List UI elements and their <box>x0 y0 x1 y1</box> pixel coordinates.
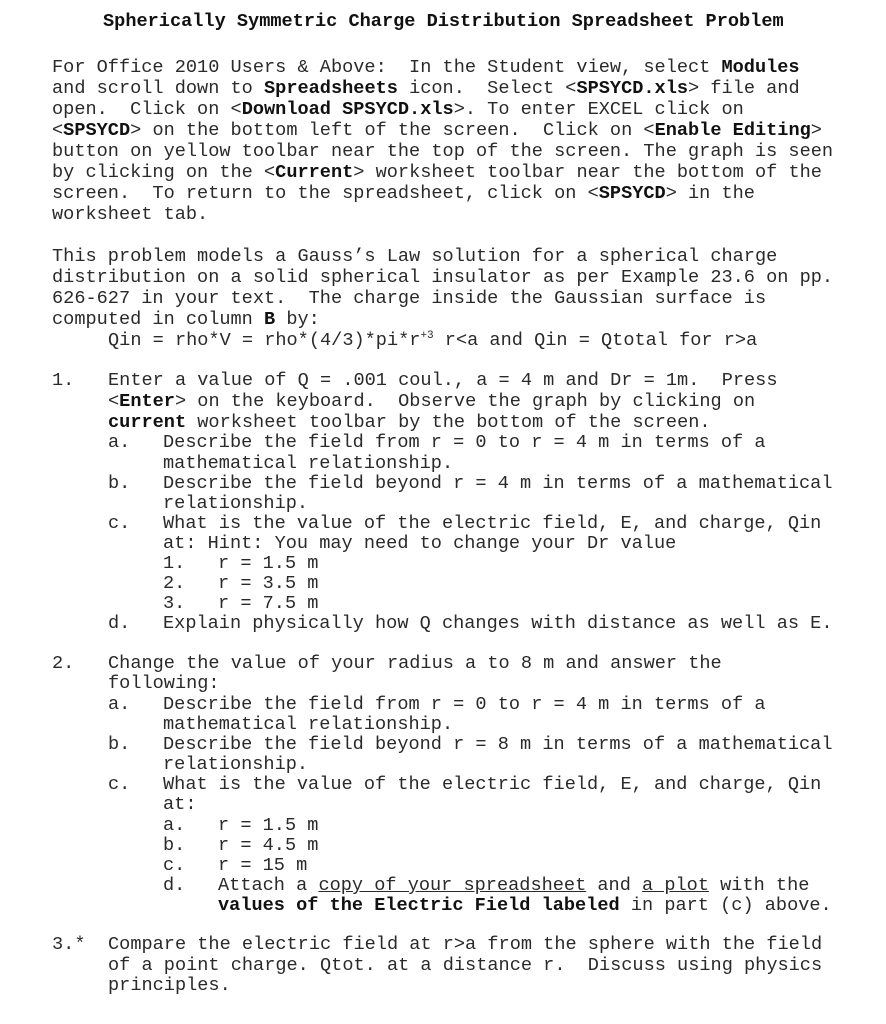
subitem-text: r = 1.5 m <box>218 815 319 836</box>
bold-text: SPSYCD <box>63 120 131 141</box>
model-line <box>52 268 833 288</box>
text-run: Describe the field from r = 0 to r = 4 m in terms of a <box>163 694 766 715</box>
formula-line <box>108 331 757 351</box>
subitem-label: a. <box>163 815 186 836</box>
text-run: computed in column <box>52 309 265 330</box>
part-label: a. <box>108 694 131 715</box>
text-run: relationship. <box>163 754 309 775</box>
subitem-label: 3. <box>163 593 186 614</box>
intro-line <box>52 163 822 183</box>
text-run: > on the bottom left of the screen. Click on < <box>130 120 655 141</box>
part-line <box>163 735 832 755</box>
text-run: What is the value of the electric field, E, and charge, Qin <box>163 513 822 534</box>
text-run: and scroll down to <box>52 78 265 99</box>
part-label: a. <box>108 432 131 453</box>
subitem-label: 2. <box>163 573 186 594</box>
text-run: worksheet tab. <box>52 204 209 225</box>
part-line <box>163 715 453 735</box>
part-line <box>163 494 308 514</box>
part-line <box>163 433 766 453</box>
subitem-text: r = 4.5 m <box>218 835 319 856</box>
text-run: What is the value of the electric field, E, and charge, Qin <box>163 774 822 795</box>
question-line <box>108 654 722 674</box>
part-label: c. <box>108 513 131 534</box>
text-run: Qin = rho*V = rho*(4/3)*pi*r <box>108 330 421 351</box>
subitem-line <box>218 896 832 916</box>
text-run: button on yellow toolbar near the top of the screen. The graph is seen <box>52 141 834 162</box>
intro-line <box>52 79 800 99</box>
question-line <box>108 935 822 955</box>
part-label: b. <box>108 473 131 494</box>
text-run: Change the value of your radius a to 8 m and answer the <box>108 653 722 674</box>
bold-text: Download SPSYCD.xls <box>241 99 454 120</box>
part-line <box>163 534 676 554</box>
subitem-text: r = 1.5 m <box>218 553 319 574</box>
subitem-label: b. <box>163 835 186 856</box>
part-label: c. <box>108 774 131 795</box>
question-number: 3.* <box>52 934 86 955</box>
text-run: Explain physically how Q changes with distance as well as E. <box>163 613 833 634</box>
model-line <box>52 289 766 309</box>
subitem-label: 1. <box>163 553 186 574</box>
part-line <box>163 614 832 634</box>
part-line <box>163 514 821 534</box>
text-run: > worksheet toolbar near the bottom of the <box>353 162 822 183</box>
intro-line <box>52 205 208 225</box>
text-run: icon. Select < <box>397 78 577 99</box>
text-run: < <box>52 120 64 141</box>
text-run: principles. <box>108 975 231 996</box>
bold-text: Enable Editing <box>654 120 811 141</box>
question-line <box>108 976 231 996</box>
bold-text: SPSYCD <box>598 183 666 204</box>
bold-text: Enter <box>119 391 175 412</box>
text-run: and <box>586 875 643 896</box>
model-line <box>52 247 777 267</box>
intro-line <box>52 58 800 78</box>
question-number: 1. <box>52 370 75 391</box>
text-run: with the <box>708 875 810 896</box>
underlined-text: a plot <box>642 875 709 896</box>
text-run: in part (c) above. <box>619 895 832 916</box>
intro-line <box>52 121 822 141</box>
text-run: 626-627 in your text. The charge inside the Gaussian surface is <box>52 288 767 309</box>
subitem-text: r = 3.5 m <box>218 573 319 594</box>
text-run: mathematical relationship. <box>163 714 454 735</box>
model-line <box>52 310 320 330</box>
text-run: relationship. <box>163 493 309 514</box>
intro-line <box>52 142 833 162</box>
subitem-label: c. <box>163 855 186 876</box>
text-run: This problem models a Gauss’s Law solution for a spherical charge <box>52 246 778 267</box>
part-line <box>163 454 453 474</box>
question-line <box>108 371 777 391</box>
text-run: Describe the field beyond r = 4 m in terms of a mathematical <box>163 473 833 494</box>
text-run: Enter a value of Q = .001 coul., a = 4 m and Dr = 1m. Press <box>108 370 778 391</box>
text-run: > file and <box>688 78 800 99</box>
part-line <box>163 795 196 815</box>
text-run: at: <box>163 794 197 815</box>
text-run: distribution on a solid spherical insulator as per Example 23.6 on pp. <box>52 267 834 288</box>
text-run: > in the <box>665 183 755 204</box>
text-run: Describe the field from r = 0 to r = 4 m in terms of a <box>163 432 766 453</box>
bold-text: Current <box>275 162 354 183</box>
text-run: by clicking on the < <box>52 162 276 183</box>
text-run: screen. To return to the spreadsheet, click on < <box>52 183 599 204</box>
question-line <box>108 392 755 412</box>
subitem-text: r = 15 m <box>218 855 308 876</box>
text-run: by: <box>275 309 320 330</box>
part-line <box>163 775 821 795</box>
text-run: >. To enter EXCEL click on <box>453 99 744 120</box>
subitem-label: d. <box>163 875 186 896</box>
text-run: < <box>108 391 120 412</box>
question-line <box>108 956 822 976</box>
text-run: r<a and Qin = Qtotal for r>a <box>433 330 758 351</box>
text-run: Attach a <box>218 875 319 896</box>
part-line <box>163 474 832 494</box>
question-line <box>108 413 711 433</box>
superscript: +3 <box>420 329 434 342</box>
bold-text: SPSYCD.xls <box>576 78 689 99</box>
underlined-text: copy of your spreadsheet <box>318 875 587 896</box>
bold-text: values of the Electric Field labeled <box>218 895 620 916</box>
part-line <box>163 755 308 775</box>
bold-text: current <box>108 412 187 433</box>
bold-text: Spreadsheets <box>264 78 398 99</box>
text-run: For Office 2010 Users & Above: In the Student view, select <box>52 57 722 78</box>
text-run: > <box>810 120 822 141</box>
question-number: 2. <box>52 653 75 674</box>
text-run: following: <box>108 673 220 694</box>
bold-text: Modules <box>721 57 800 78</box>
part-line <box>163 695 766 715</box>
text-run: at: Hint: You may need to change your Dr value <box>163 533 677 554</box>
bold-text: B <box>264 309 276 330</box>
text-run: > on the keyboard. Observe the graph by clicking on <box>174 391 756 412</box>
text-run: worksheet toolbar by the bottom of the screen. <box>186 412 711 433</box>
text-run: open. Click on < <box>52 99 242 120</box>
intro-line <box>52 100 744 120</box>
part-label: b. <box>108 734 131 755</box>
subitem-text: r = 7.5 m <box>218 593 319 614</box>
text-run: of a point charge. Qtot. at a distance r. Discuss using physics <box>108 955 823 976</box>
text-run: Compare the electric field at r>a from the sphere with the field <box>108 934 823 955</box>
page-title: Spherically Symmetric Charge Distribution Spreadsheet Problem <box>103 11 784 32</box>
text-run: Describe the field beyond r = 8 m in terms of a mathematical <box>163 734 833 755</box>
question-line <box>108 674 220 694</box>
part-label: d. <box>108 613 131 634</box>
subitem-line <box>218 876 809 896</box>
text-run: mathematical relationship. <box>163 453 454 474</box>
intro-line <box>52 184 755 204</box>
